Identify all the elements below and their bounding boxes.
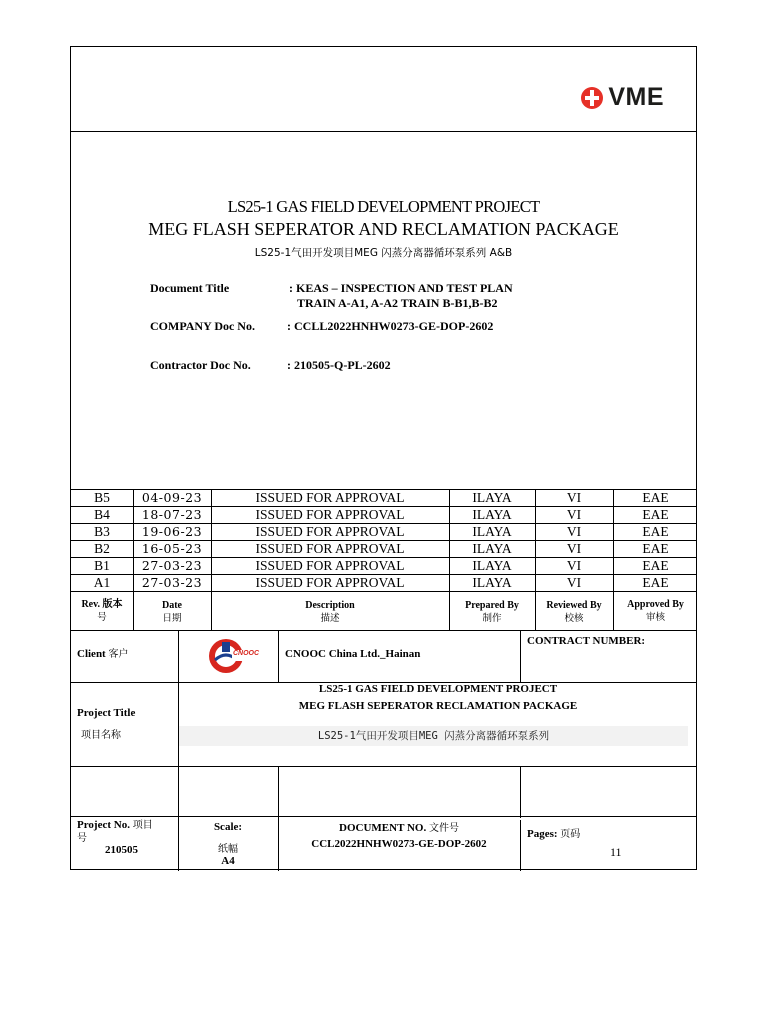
approved-by-header: Approved By 审核 — [627, 599, 684, 623]
revision-desc-cell: ISSUED FOR APPROVAL — [255, 558, 405, 573]
revision-prepared-cell: ILAYA — [472, 558, 512, 573]
document-no-value: CCL2022HNHW0273-GE-DOP-2602 — [311, 838, 487, 850]
header-divider — [71, 131, 696, 132]
pages-label: Pages: 页码 — [527, 828, 581, 840]
date-header: Date 日期 — [162, 600, 182, 624]
project-title-line2: MEG FLASH SEPERATOR AND RECLAMATION PACKAGE — [148, 219, 619, 239]
scale-cn: 纸幅 — [218, 844, 238, 855]
revision-approved-cell: EAE — [642, 541, 669, 556]
revision-prepared-cell: ILAYA — [472, 575, 512, 590]
revision-desc-cell: ISSUED FOR APPROVAL — [255, 541, 405, 556]
revision-reviewed-cell: VI — [566, 507, 582, 522]
revision-rev-cell: B2 — [94, 541, 110, 556]
vme-logo — [581, 83, 664, 112]
revision-rev-cell: B3 — [94, 524, 110, 539]
pages-value: 11 — [610, 845, 622, 859]
revision-desc-cell: ISSUED FOR APPROVAL — [255, 524, 405, 539]
revision-date-cell: 19-06-23 — [141, 524, 203, 539]
project-block-line1: LS25-1 GAS FIELD DEVELOPMENT PROJECT — [318, 683, 558, 695]
revision-approved-cell: EAE — [642, 507, 669, 522]
vme-logo-text: VME — [608, 83, 664, 111]
project-title-cn: LS25-1气田开发项目MEG 闪蒸分离器循环泵系列 A&B — [254, 247, 513, 259]
company-doc-label: COMPANY Doc No. — [150, 319, 255, 333]
document-title-value: : KEAS – INSPECTION AND TEST PLAN — [289, 281, 513, 295]
revision-reviewed-cell: VI — [566, 541, 582, 556]
client-label: Client 客户 — [77, 648, 129, 660]
revision-date-cell: 27-03-23 — [141, 575, 203, 590]
revision-prepared-cell: ILAYA — [472, 524, 512, 539]
revision-approved-cell: EAE — [642, 524, 669, 539]
revision-approved-cell: EAE — [642, 490, 669, 505]
revision-date-cell: 27-03-23 — [141, 558, 203, 573]
revision-prepared-cell: ILAYA — [472, 490, 512, 505]
revision-approved-cell: EAE — [642, 575, 669, 590]
revision-approved-cell: EAE — [642, 558, 669, 573]
contractor-doc-value: : 210505-Q-PL-2602 — [287, 358, 391, 372]
revision-date-cell: 18-07-23 — [141, 507, 203, 522]
revision-reviewed-cell: VI — [566, 490, 582, 505]
blank-row-bottom — [71, 816, 696, 817]
rev-header: Rev. 版本 号 — [81, 599, 123, 623]
revision-row — [71, 574, 696, 592]
reviewed-by-header: Reviewed By 校核 — [546, 600, 602, 624]
project-no-value: 210505 — [105, 844, 138, 856]
project-block-cn: LS25-1气田开发项目MEG 闪蒸分离器循环泵系列 — [179, 726, 688, 746]
scale-label: Scale: — [213, 821, 243, 833]
revision-rev-cell: B1 — [94, 558, 110, 573]
revision-prepared-cell: ILAYA — [472, 507, 512, 522]
project-block-line2: MEG FLASH SEPERATOR RECLAMATION PACKAGE — [298, 700, 578, 712]
cnooc-logo-text: CNOOC — [233, 650, 260, 657]
project-no-label: Project No. 项目 号 — [77, 819, 153, 844]
cover-sheet — [70, 46, 697, 870]
revision-reviewed-cell: VI — [566, 558, 582, 573]
revision-row — [71, 540, 696, 558]
project-title-line1: LS25-1 GAS FIELD DEVELOPMENT PROJECT — [227, 197, 540, 216]
revision-row — [71, 523, 696, 541]
revision-desc-cell: ISSUED FOR APPROVAL — [255, 490, 405, 505]
document-title-value-2: TRAIN A-A1, A-A2 TRAIN B-B1,B-B2 — [297, 296, 498, 310]
revision-date-cell: 04-09-23 — [141, 490, 203, 505]
project-title-label: Project Title — [77, 707, 136, 719]
contract-number-label: CONTRACT NUMBER: — [527, 635, 646, 647]
revision-row — [71, 506, 696, 524]
revision-row — [71, 489, 696, 507]
vme-logo-mark-icon — [581, 87, 603, 109]
rev-header-bottom — [71, 630, 696, 631]
document-title-label: Document Title — [150, 281, 230, 295]
revision-rev-cell: B5 — [94, 490, 110, 505]
revision-reviewed-cell: VI — [566, 575, 582, 590]
revision-desc-cell: ISSUED FOR APPROVAL — [255, 507, 405, 522]
revision-date-cell: 16-05-23 — [141, 541, 203, 556]
revision-reviewed-cell: VI — [566, 524, 582, 539]
revision-prepared-cell: ILAYA — [472, 541, 512, 556]
description-header: Description 描述 — [305, 600, 355, 624]
revision-desc-cell: ISSUED FOR APPROVAL — [255, 575, 405, 590]
revision-rev-cell: B4 — [94, 507, 110, 522]
contractor-doc-label: Contractor Doc No. — [150, 358, 251, 372]
revision-row — [71, 557, 696, 575]
rev-header-top — [71, 591, 696, 592]
client-name: CNOOC China Ltd._Hainan — [285, 648, 421, 660]
project-title-cn-label: 项目名称 — [81, 730, 121, 741]
revision-rev-cell: A1 — [93, 575, 111, 590]
document-no-label: DOCUMENT NO. 文件号 — [339, 822, 459, 834]
company-doc-value: : CCLL2022HNHW0273-GE-DOP-2602 — [287, 319, 494, 333]
project-row-bottom — [71, 766, 696, 767]
scale-value: A4 — [221, 855, 235, 867]
prepared-by-header: Prepared By 制作 — [465, 600, 519, 624]
cnooc-logo-icon — [206, 636, 260, 676]
